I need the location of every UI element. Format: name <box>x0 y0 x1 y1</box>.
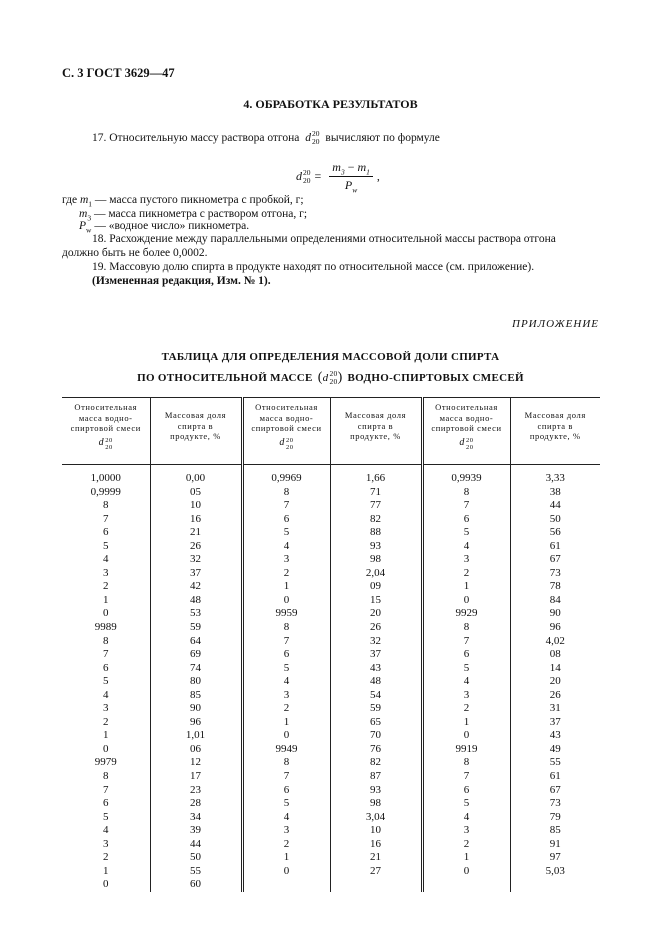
header-rel-3: Относительная масса водно- спиртовой смеси d 20 20 <box>422 398 510 465</box>
alcohol-mass-value: 2,04 <box>365 566 386 579</box>
paragraph-17 <box>92 130 440 146</box>
rel-mass-value: 2 <box>463 702 470 715</box>
table-title-line-1: ТАБЛИЦА ДЛЯ ОПРЕДЕЛЕНИЯ МАССОВОЙ ДОЛИ СПИРТА <box>161 351 500 363</box>
alcohol-mass-value: 42 <box>190 580 201 593</box>
alcohol-mass-value: 34 <box>190 810 201 823</box>
rel-mass-value: 1 <box>103 864 109 877</box>
alcohol-mass-value: 55 <box>549 756 561 769</box>
rel-mass-value: 4 <box>283 539 290 552</box>
rel-mass-value: 9949 <box>275 742 298 755</box>
p17-text-after: вычисляют по формуле <box>325 132 440 144</box>
alcohol-mass-value: 44 <box>190 837 201 850</box>
rel-mass-value: 8 <box>103 499 109 512</box>
rel-mass-value: 1 <box>103 593 109 606</box>
rel-mass-value: 4 <box>283 675 290 688</box>
alcohol-mass-value: 82 <box>370 756 381 769</box>
rel-mass-value: 2 <box>463 566 470 579</box>
alcohol-mass-value: 3,04 <box>365 810 386 823</box>
alcohol-mass-value: 05 <box>190 485 201 498</box>
rel-mass-value: 6 <box>463 783 470 796</box>
rel-mass-value: 9989 <box>94 621 117 634</box>
rel-mass-value: 8 <box>283 621 290 634</box>
rel-mass-value: 1 <box>463 851 470 864</box>
alcohol-mass-value: 96 <box>549 621 561 634</box>
col-mass-2 <box>330 465 422 892</box>
col-rel-3 <box>422 465 510 892</box>
alcohol-mass-value: 85 <box>190 688 201 701</box>
alcohol-mass-value: 26 <box>190 539 201 552</box>
alcohol-mass-value: 59 <box>190 621 201 634</box>
col-rel-1 <box>62 465 150 892</box>
alcohol-mass-value: 31 <box>549 702 561 715</box>
alcohol-mass-value: 5,03 <box>545 864 565 877</box>
rel-mass-value: 4 <box>463 810 470 823</box>
where-line-1: где $m_1$ — масса пустого пикнометра с пробкой, г; <box>62 194 304 209</box>
rel-mass-value: 3 <box>283 824 290 837</box>
rel-mass-value: 0 <box>283 593 290 606</box>
rel-mass-value: 4 <box>103 824 109 837</box>
alcohol-mass-value: 16 <box>190 512 201 525</box>
alcohol-table <box>62 397 600 892</box>
rel-mass-value: 4 <box>463 675 470 688</box>
rel-mass-value: 4 <box>103 553 109 566</box>
alcohol-mass-value: 77 <box>370 499 381 512</box>
rel-mass-value: 8 <box>463 621 470 634</box>
rel-mass-value: 0 <box>283 729 290 742</box>
paragraph-18-line-2: должно быть не более 0,0002. <box>62 247 208 259</box>
alcohol-mass-value: 4,02 <box>545 634 565 647</box>
rel-mass-value: 3 <box>103 837 109 850</box>
alcohol-mass-value: 44 <box>549 499 561 512</box>
rel-mass-value: 7 <box>103 512 109 525</box>
alcohol-mass-value: 27 <box>370 864 381 877</box>
rel-mass-value: 1 <box>463 715 470 728</box>
rel-mass-value: 7 <box>283 499 290 512</box>
rel-mass-value: 5 <box>103 810 109 823</box>
rel-mass-value: 7 <box>283 634 290 647</box>
rel-mass-value: 7 <box>463 634 470 647</box>
alcohol-mass-value: 56 <box>549 526 561 539</box>
rel-mass-value: 5 <box>463 526 470 539</box>
rel-mass-value: 1 <box>283 715 290 728</box>
rel-mass-value: 8 <box>283 485 290 498</box>
alcohol-mass-value: 61 <box>549 539 561 552</box>
rel-mass-value: 7 <box>283 770 290 783</box>
alcohol-mass-value: 10 <box>370 824 381 837</box>
alcohol-mass-value: 09 <box>370 580 381 593</box>
paragraph-18-line-1: 18. Расхождение между параллельными определениями относительной массы раствора отгона <box>92 233 556 245</box>
rel-mass-value: 7 <box>103 783 109 796</box>
rel-mass-value: 1 <box>283 851 290 864</box>
alcohol-mass-value: 43 <box>549 729 561 742</box>
alcohol-mass-value: 21 <box>370 851 381 864</box>
alcohol-mass-value: 32 <box>190 553 201 566</box>
header-mass-3: Массовая доля спирта в продукте, % <box>510 398 600 465</box>
rel-mass-value: 6 <box>103 526 109 539</box>
rel-mass-value: 0 <box>283 864 290 877</box>
rel-mass-value: 3 <box>103 566 109 579</box>
paragraph-19: 19. Массовую долю спирта в продукте находят по относительной массе (см. приложение). <box>92 261 535 273</box>
rel-mass-value: 1 <box>103 729 109 742</box>
rel-mass-value: 5 <box>283 797 290 810</box>
alcohol-mass-value: 17 <box>190 770 201 783</box>
rel-mass-value: 8 <box>463 756 470 769</box>
alcohol-mass-value: 88 <box>370 526 381 539</box>
alcohol-mass-value: 80 <box>190 675 201 688</box>
rel-mass-value: 0 <box>463 593 470 606</box>
alcohol-mass-value: 76 <box>370 742 381 755</box>
alcohol-mass-value: 39 <box>190 824 201 837</box>
rel-mass-value: 8 <box>463 485 470 498</box>
alcohol-mass-value: 87 <box>370 770 381 783</box>
where-line-3: $P_w$ — «водное число» пикнометра. <box>79 220 250 235</box>
alcohol-mass-value: 71 <box>370 485 381 498</box>
header-rel-2: Относительная масса водно- спиртовой смеси d 20 20 <box>242 398 330 465</box>
formula-fraction <box>329 160 373 193</box>
rel-mass-value: 1 <box>283 580 290 593</box>
alcohol-mass-value: 70 <box>370 729 381 742</box>
table-body-row <box>62 465 600 892</box>
alcohol-mass-value: 26 <box>370 621 381 634</box>
alcohol-mass-value: 1,01 <box>185 729 206 742</box>
alcohol-mass-value: 50 <box>190 851 201 864</box>
alcohol-mass-value: 32 <box>370 634 381 647</box>
rel-mass-value: 3 <box>103 702 109 715</box>
alcohol-mass-value: 69 <box>190 648 201 661</box>
rel-mass-value: 0 <box>463 729 470 742</box>
alcohol-mass-value: 91 <box>549 837 561 850</box>
alcohol-mass-value: 82 <box>370 512 381 525</box>
alcohol-mass-value: 93 <box>370 539 381 552</box>
rel-mass-value: 8 <box>103 634 109 647</box>
alcohol-mass-value: 84 <box>549 593 561 606</box>
rel-mass-value: 4 <box>283 810 290 823</box>
alcohol-mass-value: 61 <box>549 770 561 783</box>
rel-mass-value: 3 <box>463 553 470 566</box>
alcohol-mass-value: 85 <box>549 824 561 837</box>
alcohol-mass-value: 37 <box>549 715 561 728</box>
alcohol-mass-value: 20 <box>549 675 561 688</box>
col-mass-3 <box>510 465 600 892</box>
alcohol-mass-value: 08 <box>549 648 561 661</box>
alcohol-mass-value: 48 <box>190 593 201 606</box>
rel-mass-value: 4 <box>103 688 109 701</box>
alcohol-mass-value: 65 <box>370 715 381 728</box>
alcohol-mass-value: 37 <box>190 566 201 579</box>
table-title-line-2: ПО ОТНОСИТЕЛЬНОЙ МАССЕ ( d 20 20 ) ВОДНО-СПИРТОВЫХ СМЕСЕЙ <box>137 369 524 386</box>
rel-mass-value: 3 <box>283 553 290 566</box>
amendment-note: (Измененная редакция, Изм. № 1). <box>92 275 271 287</box>
title-d-symbol: ( d 20 20 ) <box>317 369 343 386</box>
formula-equals: = <box>314 169 322 183</box>
alcohol-mass-value: 98 <box>370 797 381 810</box>
rel-mass-value: 6 <box>283 783 290 796</box>
alcohol-mass-value: 49 <box>549 742 561 755</box>
alcohol-mass-value: 90 <box>549 607 561 620</box>
alcohol-mass-value: 14 <box>549 661 561 674</box>
rel-mass-value: 6 <box>103 797 109 810</box>
alcohol-mass-value: 06 <box>190 742 201 755</box>
rel-mass-value: 9929 <box>455 607 478 620</box>
rel-mass-value: 5 <box>283 526 290 539</box>
rel-mass-value: 3 <box>463 688 470 701</box>
formula-lhs: d 20 20 <box>296 167 311 185</box>
rel-mass-value: 2 <box>283 566 290 579</box>
header-mass-2: Массовая доля спирта в продукте, % <box>330 398 422 465</box>
table-header-row <box>62 398 600 465</box>
p17-d-symbol: d 20 20 <box>305 129 320 146</box>
alcohol-mass-value: 73 <box>549 797 561 810</box>
rel-mass-value: 5 <box>463 797 470 810</box>
alcohol-mass-value: 23 <box>190 783 201 796</box>
alcohol-mass-value: 98 <box>370 553 381 566</box>
alcohol-mass-value: 3,33 <box>545 472 565 484</box>
formula-numerator: $m_3 - m_1$ <box>329 160 373 177</box>
alcohol-mass-value: 67 <box>549 553 561 566</box>
page-header: С. 3 ГОСТ 3629—47 <box>62 66 175 80</box>
alcohol-mass-value: 53 <box>190 607 201 620</box>
alcohol-mass-value: 59 <box>370 702 381 715</box>
section-title: 4. ОБРАБОТКА РЕЗУЛЬТАТОВ <box>243 97 418 111</box>
header-rel-1: Относительная масса водно- спиртовой смеси d 20 20 <box>62 398 150 465</box>
rel-mass-value: 0,9939 <box>451 472 482 484</box>
rel-mass-value: 0,9999 <box>90 485 121 498</box>
rel-mass-value: 7 <box>103 648 109 661</box>
rel-mass-value: 0 <box>463 864 470 877</box>
formula-trailing: , <box>376 169 380 183</box>
rel-mass-value: 6 <box>103 661 109 674</box>
alcohol-mass-value: 10 <box>190 499 201 512</box>
alcohol-mass-value: 55 <box>190 864 201 877</box>
rel-mass-value: 7 <box>463 499 470 512</box>
rel-mass-value: 1 <box>463 580 470 593</box>
alcohol-mass-value: 21 <box>190 526 201 539</box>
where-line-2: $m_3$ — масса пикнометра с раствором отгона, г; <box>79 208 308 223</box>
p17-text-before: 17. Относительную массу раствора отгона <box>92 132 300 144</box>
alcohol-mass-value: 90 <box>190 702 201 715</box>
alcohol-mass-value: 26 <box>549 688 561 701</box>
col-rel-2 <box>242 465 330 892</box>
rel-mass-value: 6 <box>283 648 290 661</box>
rel-mass-value: 8 <box>103 770 109 783</box>
rel-mass-value: 2 <box>103 580 109 593</box>
alcohol-mass-value: 28 <box>190 797 201 810</box>
appendix-label: ПРИЛОЖЕНИЕ <box>512 318 599 330</box>
rel-mass-value: 7 <box>463 770 470 783</box>
alcohol-mass-value: 74 <box>190 661 201 674</box>
alcohol-mass-value: 93 <box>370 783 381 796</box>
rel-mass-value: 0,9969 <box>271 472 302 484</box>
rel-mass-value: 8 <box>283 756 290 769</box>
rel-mass-value: 5 <box>463 661 470 674</box>
alcohol-mass-value: 15 <box>370 593 381 606</box>
rel-mass-value: 2 <box>283 702 290 715</box>
alcohol-mass-value: 54 <box>370 688 381 701</box>
alcohol-mass-value: 1,66 <box>365 472 386 484</box>
alcohol-mass-value: 0,00 <box>185 472 206 484</box>
alcohol-mass-value: 48 <box>370 675 381 688</box>
rel-mass-value: 2 <box>283 837 290 850</box>
rel-mass-value: 2 <box>463 837 470 850</box>
rel-mass-value: 1,0000 <box>90 472 121 484</box>
alcohol-mass-value: 64 <box>190 634 201 647</box>
rel-mass-value: 6 <box>463 512 470 525</box>
rel-mass-value: 9919 <box>455 742 478 755</box>
alcohol-mass-value: 38 <box>549 485 561 498</box>
alcohol-mass-value: 67 <box>549 783 561 796</box>
rel-mass-value: 0 <box>103 607 109 620</box>
density-formula <box>296 160 380 193</box>
rel-mass-value: 3 <box>283 688 290 701</box>
rel-mass-value: 5 <box>103 675 109 688</box>
rel-mass-value: 3 <box>463 824 470 837</box>
alcohol-mass-value: 60 <box>190 878 201 891</box>
rel-mass-value: 0 <box>103 878 109 891</box>
rel-mass-value: 9959 <box>275 607 298 620</box>
rel-mass-value: 5 <box>103 539 109 552</box>
alcohol-mass-value: 16 <box>370 837 381 850</box>
alcohol-mass-value: 78 <box>549 580 561 593</box>
rel-mass-value: 2 <box>103 851 109 864</box>
alcohol-mass-value: 97 <box>549 851 561 864</box>
alcohol-mass-value: 79 <box>549 810 561 823</box>
alcohol-mass-value: 50 <box>549 512 561 525</box>
header-mass-1: Массовая доля спирта в продукте, % <box>150 398 242 465</box>
alcohol-mass-value: 96 <box>190 715 201 728</box>
alcohol-mass-value: 12 <box>190 756 201 769</box>
alcohol-mass-value: 37 <box>370 648 381 661</box>
rel-mass-value: 2 <box>103 715 109 728</box>
alcohol-mass-value: 43 <box>370 661 381 674</box>
rel-mass-value: 9979 <box>94 756 117 769</box>
alcohol-mass-value: 20 <box>370 607 381 620</box>
col-mass-1 <box>150 465 242 892</box>
rel-mass-value: 0 <box>103 742 109 755</box>
rel-mass-value: 6 <box>283 512 290 525</box>
rel-mass-value: 5 <box>283 661 290 674</box>
formula-denominator: $P_w$ <box>344 178 358 195</box>
rel-mass-value: 4 <box>463 539 470 552</box>
rel-mass-value: 6 <box>463 648 470 661</box>
alcohol-mass-value: 73 <box>549 566 561 579</box>
